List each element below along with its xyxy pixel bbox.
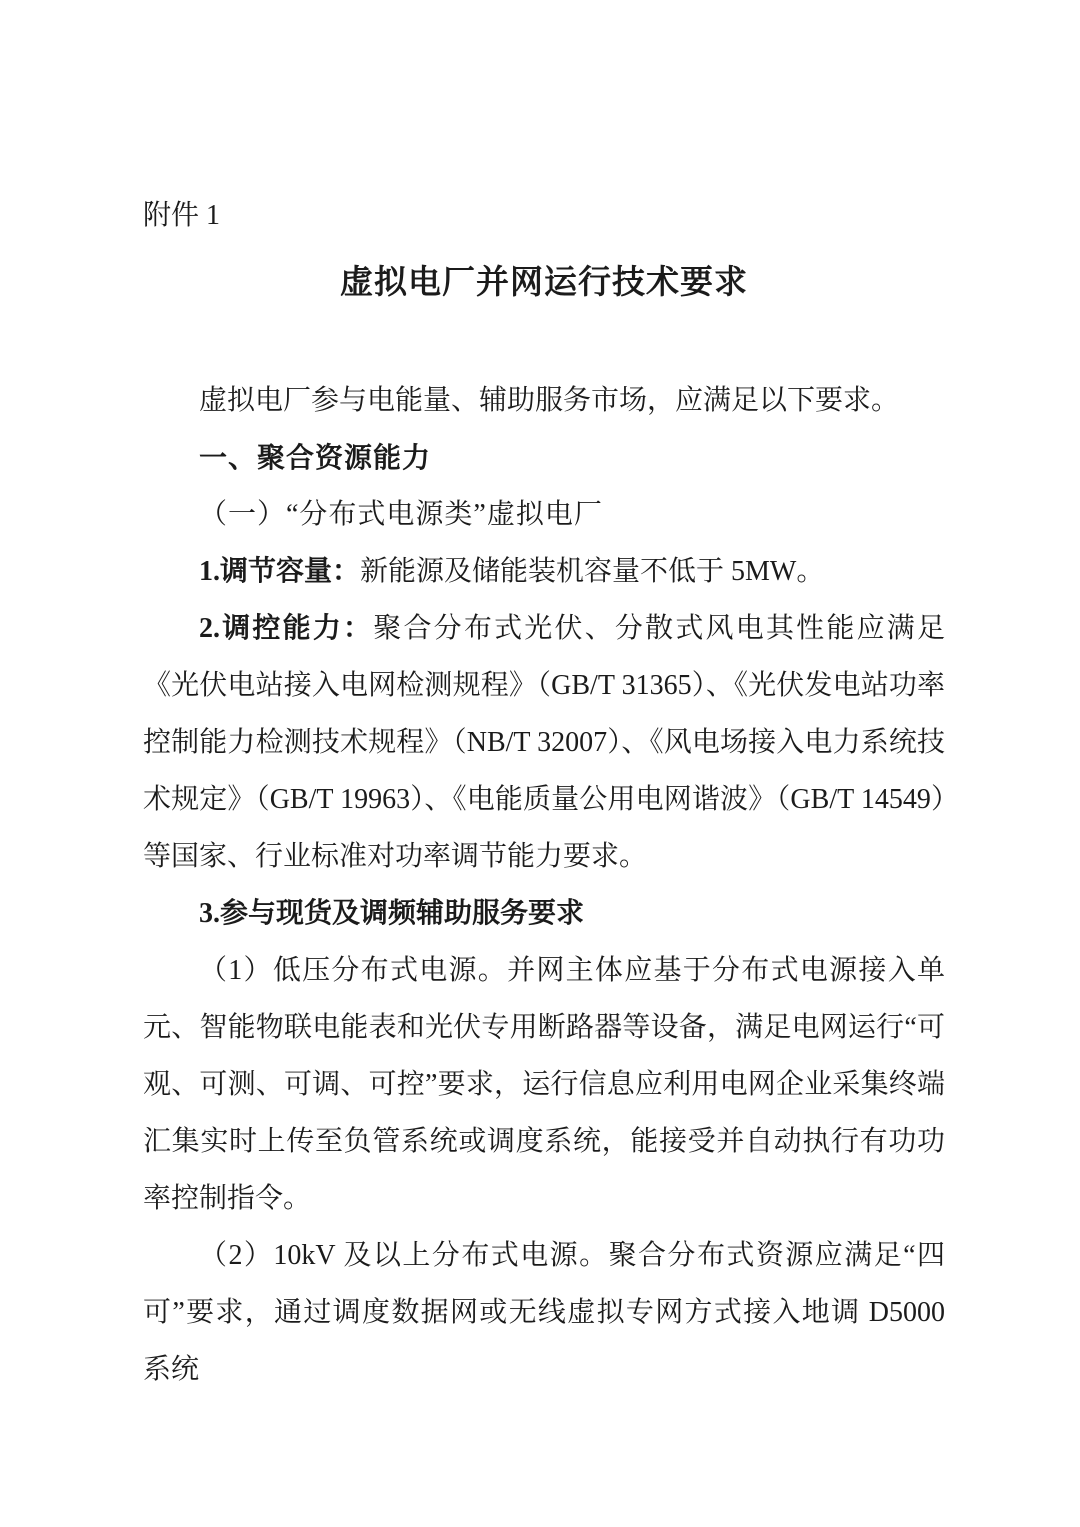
item-1-text: 新能源及储能装机容量不低于 5MW。 (360, 556, 825, 587)
document-title: 虚拟电厂并网运行技术要求 (340, 265, 748, 301)
paragraph-item-1 (143, 543, 945, 600)
document-body (143, 372, 945, 1398)
item-1-label: 1.调节容量： (199, 556, 361, 587)
heading-item-3: 3.参与现货及调频辅助服务要求 (199, 898, 585, 929)
heading-subsection-1: （一）“分布式电源类”虚拟电厂 (199, 499, 603, 530)
item-2-label: 2.调控能力： (199, 613, 374, 644)
paragraph-point-1: （1）低压分布式电源。并网主体应基于分布式电源接入单元、智能物联电能表和光伏专用断路器等设备，满足电网运行“可观、可测、可调、可控”要求，运行信息应利用电网企业采集终端汇集实时上传至负管系统或调度系统，能接受并自动执行有功功率控制指令。 (143, 955, 945, 1214)
paragraph-intro: 虚拟电厂参与电能量、辅助服务市场，应满足以下要求。 (199, 385, 900, 416)
attachment-label: 附件 1 (143, 200, 221, 231)
heading-section-1: 一、聚合资源能力 (199, 442, 432, 473)
paragraph-point-2: （2）10kV 及以上分布式电源。聚合分布式资源应满足“四可”要求，通过调度数据网或无线虚拟专网方式接入地调 D5000 系统 (143, 1240, 945, 1385)
item-2-text: 聚合分布式光伏、分散式风电其性能应满足《光伏电站接入电网检测规程》（GB/T 31365）、《光伏发电站功率控制能力检测技术规程》（NB/T 32007）、《风电场接入电力系统技术规定》（GB/T 19963）、《电能质量公用电网谐波》（GB/T 14549）等国家、行业标准对功率调节能力要求。 (143, 613, 945, 872)
paragraph-item-2 (143, 600, 945, 885)
